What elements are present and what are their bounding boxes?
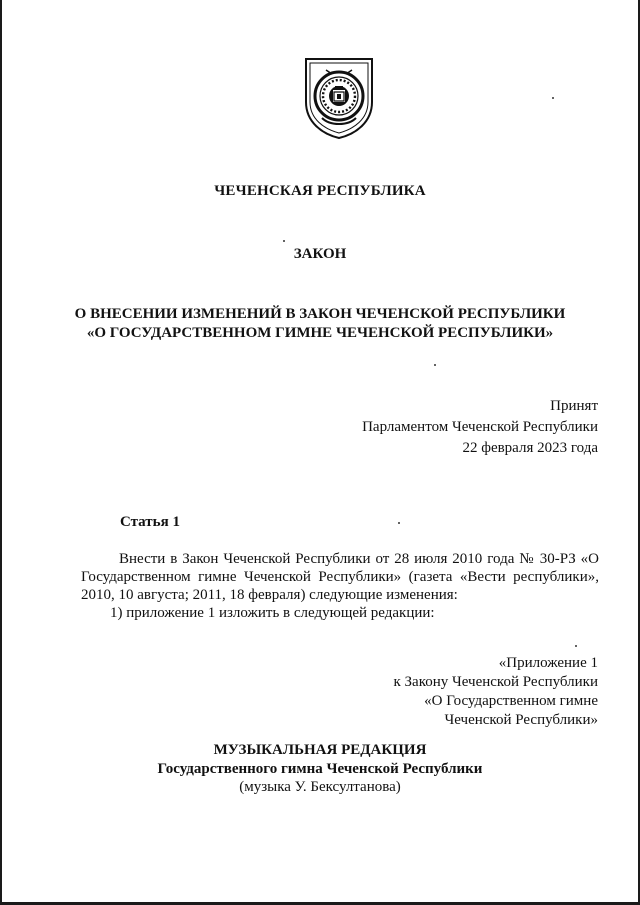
appendix-line-4: Чеченской Республики» bbox=[444, 712, 598, 728]
scan-speck bbox=[552, 97, 554, 99]
law-title-line-2: «О ГОСУДАРСТВЕННОМ ГИМНЕ ЧЕЧЕНСКОЙ РЕСПУБЛИКИ» bbox=[86, 325, 554, 341]
adoption-block bbox=[362, 396, 598, 459]
republic-heading: ЧЕЧЕНСКАЯ РЕСПУБЛИКА bbox=[214, 183, 426, 199]
chechen-republic-coat-of-arms-icon bbox=[302, 56, 376, 140]
music-author: (музыка У. Бексултанова) bbox=[239, 779, 401, 795]
law-title bbox=[0, 305, 640, 343]
adoption-date: 22 февраля 2023 года bbox=[462, 440, 598, 456]
article-paragraph-1: Внести в Закон Чеченской Республики от 28 июля 2010 года № 30-РЗ «О Государственном гимне Чеченской Республики» (газета «Вести республики», 2010, 10 августа; 2011, 18 февраля) следующие изменения: bbox=[81, 551, 599, 603]
music-edition-subtitle: Государственного гимна Чеченской Республики bbox=[157, 761, 483, 777]
music-edition-title: МУЗЫКАЛЬНАЯ РЕДАКЦИЯ bbox=[213, 742, 427, 758]
article-paragraph-2: 1) приложение 1 изложить в следующей редакции: bbox=[110, 605, 435, 621]
law-title-line-1: О ВНЕСЕНИИ ИЗМЕНЕНИЙ В ЗАКОН ЧЕЧЕНСКОЙ РЕСПУБЛИКИ bbox=[74, 306, 566, 322]
appendix-line-3: «О Государственном гимне bbox=[424, 693, 598, 709]
scan-speck bbox=[575, 645, 577, 647]
appendix-line-2: к Закону Чеченской Республики bbox=[393, 674, 598, 690]
law-heading: ЗАКОН bbox=[293, 246, 347, 262]
adoption-line-1: Принят bbox=[550, 398, 598, 414]
appendix-line-1: «Приложение 1 bbox=[498, 655, 598, 671]
adoption-line-2: Парламентом Чеченской Республики bbox=[362, 419, 598, 435]
scan-speck bbox=[283, 240, 285, 242]
scan-speck bbox=[434, 364, 436, 366]
article-heading: Статья 1 bbox=[120, 514, 180, 530]
appendix-reference bbox=[394, 654, 599, 730]
scan-speck bbox=[398, 522, 400, 524]
